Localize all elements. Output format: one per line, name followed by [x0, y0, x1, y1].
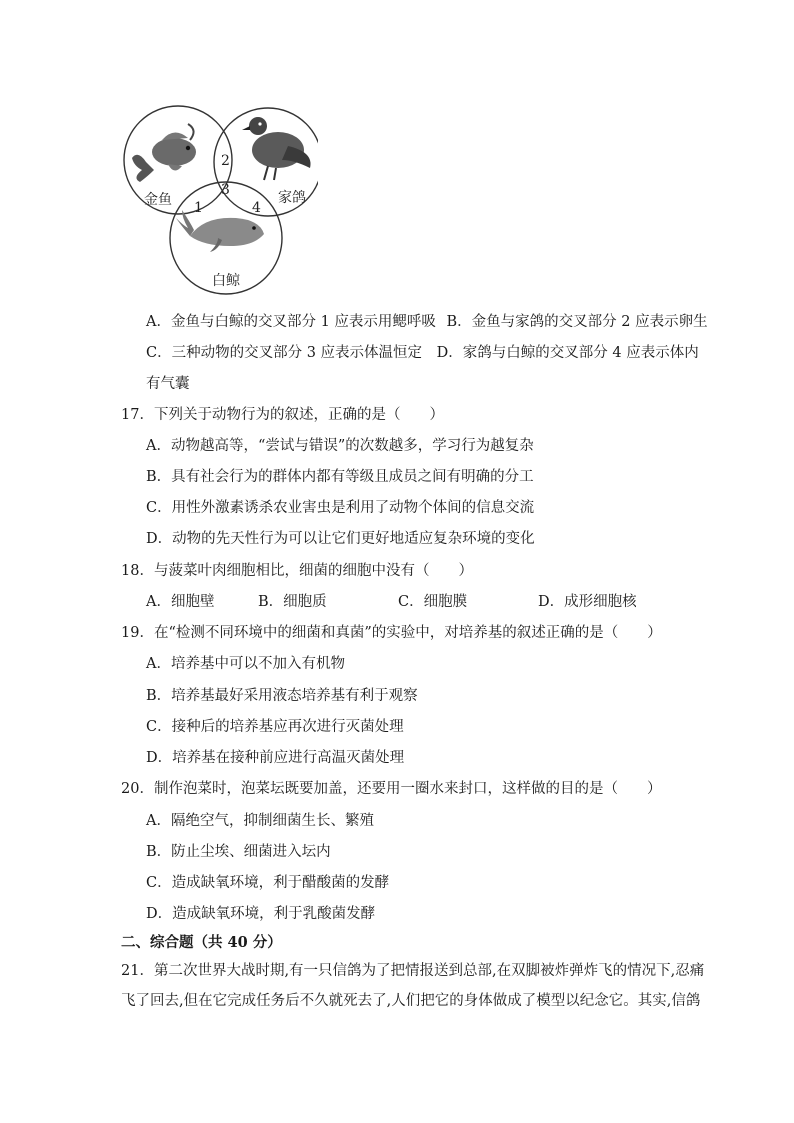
q19-option-c[interactable]: C．接种后的培养基应再次进行灭菌处理 [146, 719, 404, 735]
q18-option-b[interactable]: B．细胞质 [258, 594, 327, 610]
q17-stem: 17．下列关于动物行为的叙述，正确的是（ ） [121, 407, 444, 423]
q17-option-d[interactable]: D．动物的先天性行为可以让它们更好地适应复杂环境的变化 [146, 531, 535, 547]
q18-option-a[interactable]: A．细胞壁 [146, 594, 215, 610]
venn-label-whale: 白鲸 [212, 273, 240, 289]
q20-option-d[interactable]: D．造成缺氧环境，利于乳酸菌发酵 [146, 906, 376, 922]
q19-option-a[interactable]: A．培养基中可以不加入有机物 [146, 656, 345, 672]
q17-option-c[interactable]: C．用性外激素诱杀农业害虫是利用了动物个体间的信息交流 [146, 500, 535, 516]
venn-region-1: 1 [194, 200, 203, 216]
q16-options-row1 [146, 312, 708, 332]
goldfish-icon [132, 124, 196, 182]
q16-option-c[interactable]: C．三种动物的交叉部分 3 应表示体温恒定 [146, 345, 423, 361]
q21-line1: 21．第二次世界大战时期,有一只信鸽为了把情报送到总部,在双脚被炸弹炸飞的情况下,忍痛 [121, 963, 705, 979]
q18-stem: 18．与菠菜叶肉细胞相比，细菌的细胞中没有（ ） [121, 563, 473, 579]
q16-option-a[interactable]: A．金鱼与白鲸的交叉部分 1 应表示用鳃呼吸 [146, 314, 436, 330]
q16-option-d-continued: 有气囊 [146, 376, 190, 392]
q19-option-b[interactable]: B．培养基最好采用液态培养基有利于观察 [146, 688, 418, 704]
q16-option-b[interactable]: B．金鱼与家鸽的交叉部分 2 应表示卵生 [446, 314, 708, 330]
q17-option-b[interactable]: B．具有社会行为的群体内都有等级且成员之间有明确的分工 [146, 469, 534, 485]
q16-option-d[interactable]: D．家鸽与白鲸的交叉部分 4 应表示体内 [436, 345, 699, 361]
venn-label-pigeon: 家鸽 [278, 190, 306, 206]
q20-stem: 20．制作泡菜时，泡菜坛既要加盖，还要用一圈水来封口，这样做的目的是（ ） [121, 781, 662, 797]
q20-option-c[interactable]: C．造成缺氧环境，利于醋酸菌的发酵 [146, 875, 390, 891]
pigeon-icon [242, 117, 311, 180]
q18-option-c[interactable]: C．细胞膜 [398, 594, 468, 610]
whale-icon [176, 210, 264, 252]
venn-label-goldfish: 金鱼 [144, 192, 172, 208]
q20-option-a[interactable]: A．隔绝空气，抑制细菌生长、繁殖 [146, 813, 374, 829]
venn-region-3: 3 [221, 182, 230, 198]
q21-line2: 飞了回去,但在它完成任务后不久就死去了,人们把它的身体做成了模型以纪念它。其实,信鸽 [121, 993, 701, 1009]
q18-option-d[interactable]: D．成形细胞核 [538, 594, 637, 610]
venn-diagram [118, 100, 318, 300]
q20-option-b[interactable]: B．防止尘埃、细菌进入坛内 [146, 844, 331, 860]
q19-option-d[interactable]: D．培养基在接种前应进行高温灭菌处理 [146, 750, 405, 766]
venn-region-2: 2 [221, 153, 230, 169]
venn-region-4: 4 [252, 200, 261, 216]
q17-option-a[interactable]: A．动物越高等，“尝试与错误”的次数越多，学习行为越复杂 [146, 438, 534, 454]
q16-options-row2 [146, 343, 699, 363]
q19-stem: 19．在“检测不同环境中的细菌和真菌”的实验中，对培养基的叙述正确的是（ ） [121, 625, 662, 641]
section-title: 二、综合题（共 40 分） [121, 934, 282, 951]
